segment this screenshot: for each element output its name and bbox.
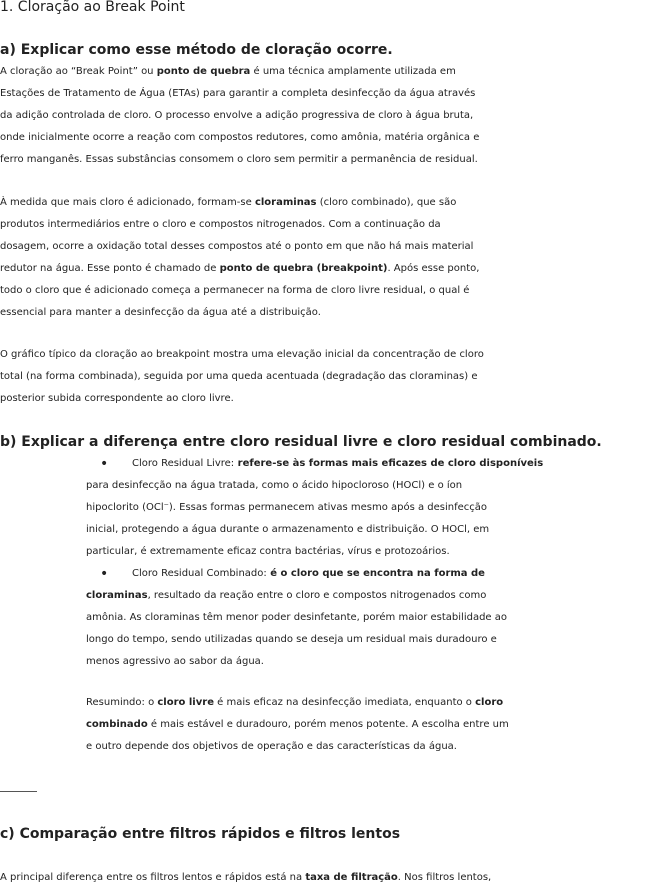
text-line — [0, 83, 646, 105]
text: é mais eficaz na desinfecção imediata, enquanto o — [213, 697, 476, 708]
text: todo o cloro que é adicionado começa a permanecer na forma de cloro livre residual, o qual é — [0, 285, 470, 296]
text: hipoclorito (OCl⁻). Essas formas permanecem ativas mesmo após a desinfecção — [86, 502, 488, 513]
part-a-paragraph-1 — [0, 61, 646, 171]
text: para desinfecção na água tratada, como o ácido hipocloroso (HOCl) e o íon — [86, 480, 463, 491]
text-line — [86, 651, 646, 673]
text: e outro depende dos objetivos de operação e das características da água. — [86, 741, 457, 752]
bold-text: taxa de filtração — [305, 872, 398, 883]
text-line — [86, 736, 646, 758]
text: particular, é extremamente eficaz contra bactérias, vírus e protozoários. — [86, 546, 450, 557]
bold-text: ponto de quebra — [156, 66, 251, 77]
text-line — [86, 607, 646, 629]
text: menos agressivo ao sabor da água. — [86, 656, 264, 667]
text-line — [86, 541, 646, 563]
text-line — [0, 61, 646, 83]
bullet-item-free-chlorine-first-line — [86, 453, 646, 563]
bold-text: ponto de quebra (breakpoint) — [219, 263, 388, 274]
text-line — [0, 214, 646, 236]
text: da adição controlada de cloro. O processo envolve a adição progressiva de cloro à água bruta, — [0, 110, 474, 121]
text-line — [86, 497, 646, 519]
section-title: 1. Cloração ao Break Point — [0, 0, 185, 15]
text-line — [132, 563, 646, 585]
text: A principal diferença entre os filtros lentos e rápidos está na — [0, 872, 306, 883]
text-line — [0, 388, 646, 410]
text-line — [86, 629, 646, 651]
text-line — [0, 149, 646, 171]
text-line — [0, 192, 646, 214]
bullet-icon: • — [100, 566, 109, 582]
text: é uma técnica amplamente utilizada em — [250, 66, 456, 77]
text: Estações de Tratamento de Água (ETAs) para garantir a completa desinfecção da água através — [0, 88, 476, 99]
bold-text: é o cloro que se encontra na forma de — [266, 568, 485, 579]
part-b-heading: b) Explicar a diferença entre cloro residual livre e cloro residual combinado. — [0, 434, 602, 450]
text-line — [0, 105, 646, 127]
text: dosagem, ocorre a oxidação total desses compostos até o ponto em que não há mais material — [0, 241, 474, 252]
text: inicial, protegendo a água durante o armazenamento e distribuição. O HOCl, em — [86, 524, 490, 535]
text: posterior subida correspondente ao cloro livre. — [0, 393, 234, 404]
text-line — [0, 127, 646, 149]
text: é mais estável e duradouro, porém menos potente. A escolha entre um — [147, 719, 509, 730]
text: , resultado da reação entre o cloro e compostos nitrogenados como — [147, 590, 487, 601]
text-line — [0, 236, 646, 258]
divider — [0, 791, 37, 792]
bold-text: cloro — [475, 697, 504, 708]
text-line — [86, 692, 646, 714]
text: Cloro Residual Combinado: — [132, 568, 267, 579]
text: redutor na água. Esse ponto é chamado de — [0, 263, 220, 274]
text: total (na forma combinada), seguida por uma queda acentuada (degradação das cloraminas) e — [0, 371, 478, 382]
bold-text: cloraminas — [86, 590, 148, 601]
text: essencial para manter a desinfecção da água até a distribuição. — [0, 307, 321, 318]
text: . Após esse ponto, — [387, 263, 480, 274]
text-line — [0, 258, 646, 280]
text: A cloração ao “Break Point” ou — [0, 66, 157, 77]
summary-paragraph — [86, 692, 646, 758]
text: ferro manganês. Essas substâncias consomem o cloro sem permitir a permanência de residual. — [0, 154, 478, 165]
text: amônia. As cloraminas têm menor poder desinfetante, porém maior estabilidade ao — [86, 612, 508, 623]
bold-text: cloraminas — [254, 197, 317, 208]
part-c-heading: c) Comparação entre filtros rápidos e filtros lentos — [0, 826, 401, 842]
bullet-item-combined-chlorine-first-line — [86, 563, 646, 673]
text: O gráfico típico da cloração ao breakpoint mostra uma elevação inicial da concentração de cloro — [0, 349, 484, 360]
text: . Nos filtros lentos, — [397, 872, 492, 883]
text-line — [86, 585, 646, 607]
text-line — [0, 302, 646, 324]
text: À medida que mais cloro é adicionado, formam-se — [0, 197, 255, 208]
text-line — [0, 366, 646, 388]
text: produtos intermediários entre o cloro e compostos nitrogenados. Com a continuação da — [0, 219, 441, 230]
text-line — [132, 453, 646, 475]
part-a-paragraph-2 — [0, 192, 646, 324]
text-line — [86, 714, 646, 736]
text: longo do tempo, sendo utilizadas quando se deseja um residual mais duradouro e — [86, 634, 497, 645]
text-line — [0, 280, 646, 302]
text: Cloro Residual Livre: — [132, 458, 235, 469]
text-line — [86, 475, 646, 497]
text-line — [86, 519, 646, 541]
text-line — [0, 344, 646, 366]
bold-text: cloro livre — [157, 697, 214, 708]
bold-text: combinado — [86, 719, 148, 730]
text: Resumindo: o — [86, 697, 158, 708]
part-a-heading: a) Explicar como esse método de cloração ocorre. — [0, 42, 393, 58]
bullet-icon: • — [100, 456, 109, 472]
text: (cloro combinado), que são — [316, 197, 457, 208]
part-a-paragraph-3 — [0, 344, 646, 410]
text: onde inicialmente ocorre a reação com compostos redutores, como amônia, matéria orgânica e — [0, 132, 480, 143]
bold-text: refere-se às formas mais eficazes de cloro disponíveis — [234, 458, 544, 469]
